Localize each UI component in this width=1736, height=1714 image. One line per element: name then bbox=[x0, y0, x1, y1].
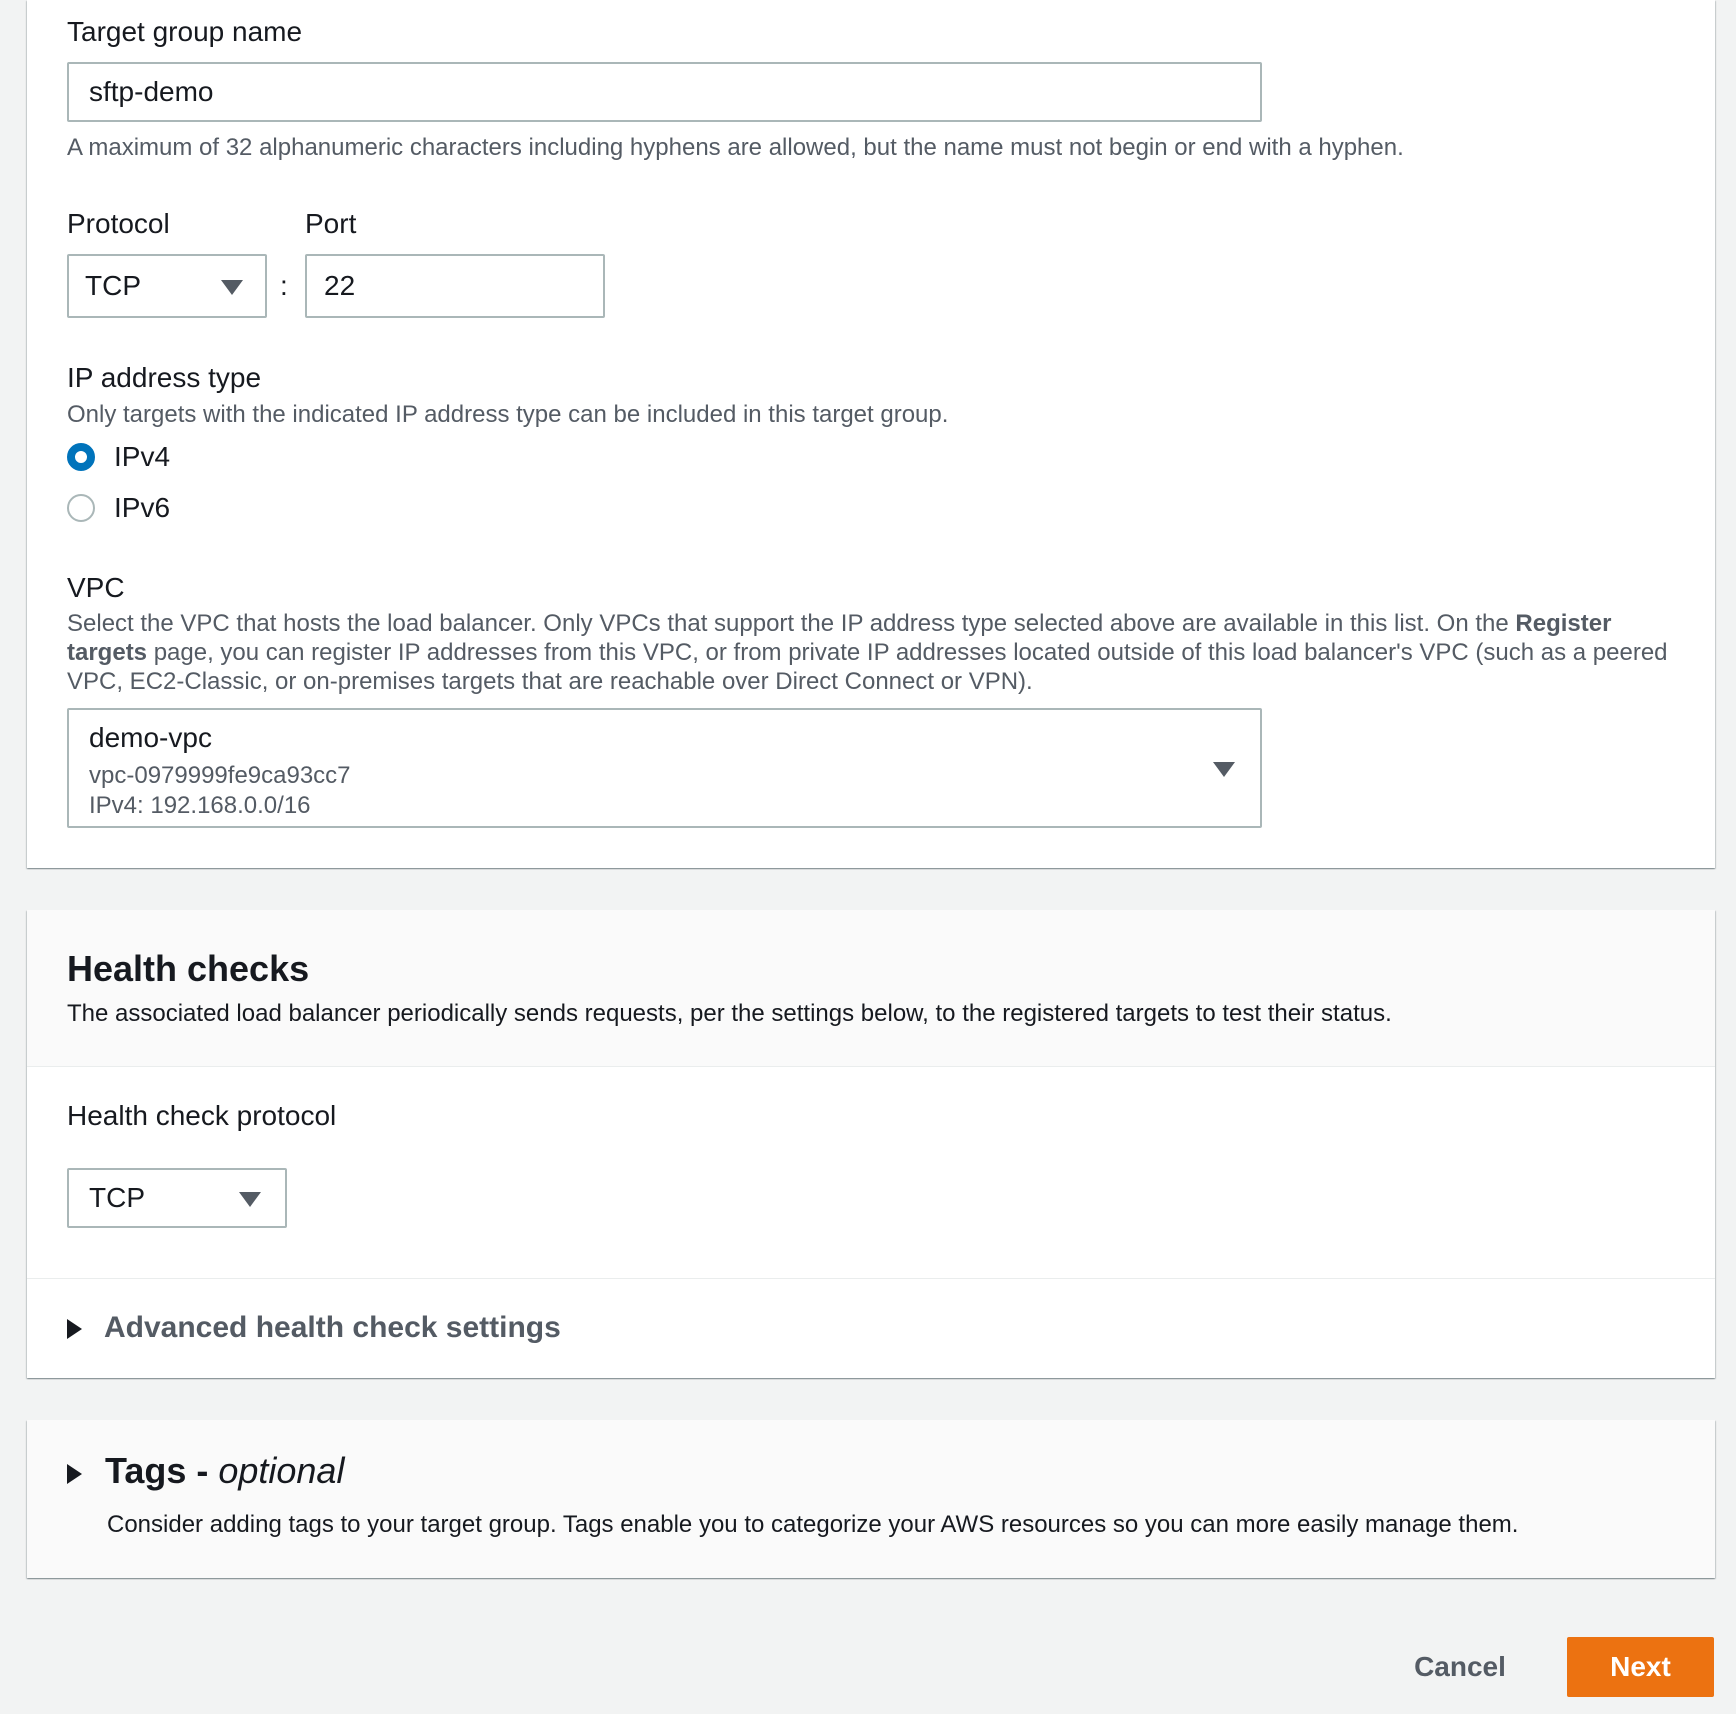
cancel-button[interactable]: Cancel bbox=[1395, 1637, 1525, 1697]
protocol-label: Protocol bbox=[67, 208, 170, 239]
target-group-name-value: sftp-demo bbox=[89, 76, 214, 107]
health-checks-panel bbox=[27, 910, 1715, 1378]
caret-down-icon bbox=[1213, 762, 1235, 777]
divider bbox=[27, 1278, 1715, 1279]
tags-title: Tags - optional bbox=[105, 1450, 345, 1491]
vpc-description-line-3: VPC, EC2-Classic, or on-premises targets that are reachable over Direct Connect or VPN). bbox=[67, 668, 1033, 695]
vpc-select-cidr: IPv4: 192.168.0.0/16 bbox=[89, 792, 311, 819]
ip-address-type-label: IP address type bbox=[67, 362, 262, 393]
tags-optional: optional bbox=[218, 1450, 345, 1491]
caret-down-icon bbox=[239, 1192, 261, 1207]
health-check-protocol-select[interactable] bbox=[67, 1168, 287, 1228]
target-group-name-label: Target group name bbox=[67, 16, 303, 47]
health-checks-description: The associated load balancer periodically sends requests, per the settings below, to the registered targets to test their status. bbox=[67, 1000, 1392, 1027]
ipv6-radio-option[interactable] bbox=[67, 494, 267, 528]
port-separator: : bbox=[280, 270, 288, 301]
protocol-select[interactable] bbox=[67, 254, 267, 318]
health-check-protocol-value: TCP bbox=[89, 1182, 145, 1213]
caret-right-icon bbox=[67, 1464, 82, 1484]
ip-address-type-hint: Only targets with the indicated IP address type can be included in this target group. bbox=[67, 401, 949, 428]
protocol-select-value: TCP bbox=[85, 270, 141, 301]
vpc-description-line-2: targets page, you can register IP addresses from this VPC, or from private IP addresses located outside of this load balancer's VPC (such as a peered bbox=[67, 639, 1668, 666]
health-checks-header bbox=[27, 910, 1715, 1067]
vpc-select-id: vpc-0979999fe9ca93cc7 bbox=[89, 762, 351, 789]
health-check-protocol-label: Health check protocol bbox=[67, 1100, 337, 1131]
ipv4-label: IPv4 bbox=[114, 441, 171, 472]
next-button[interactable]: Next bbox=[1567, 1637, 1714, 1697]
port-input[interactable] bbox=[305, 254, 605, 318]
advanced-health-check-label: Advanced health check settings bbox=[104, 1311, 561, 1344]
tags-toggle[interactable] bbox=[67, 1450, 387, 1500]
ipv4-radio-option[interactable] bbox=[67, 443, 267, 477]
ipv4-radio[interactable] bbox=[67, 443, 95, 471]
ipv6-radio[interactable] bbox=[67, 494, 95, 522]
port-input-value: 22 bbox=[324, 270, 356, 301]
vpc-select-name: demo-vpc bbox=[89, 722, 212, 753]
target-group-name-input[interactable] bbox=[67, 62, 1262, 122]
ipv6-label: IPv6 bbox=[114, 492, 171, 523]
target-group-name-hint: A maximum of 32 alphanumeric characters including hyphens are allowed, but the name must not begin or end with a hyphen. bbox=[67, 134, 1404, 161]
vpc-description-line-1: Select the VPC that hosts the load balancer. Only VPCs that support the IP address type selected above are available in this list. On the Register bbox=[67, 610, 1612, 637]
advanced-health-check-toggle[interactable] bbox=[67, 1305, 627, 1355]
tags-description: Consider adding tags to your target group. Tags enable you to categorize your AWS resources so you can more easily manage them. bbox=[107, 1511, 1519, 1538]
caret-down-icon bbox=[221, 280, 243, 295]
tags-panel bbox=[27, 1420, 1715, 1578]
vpc-select[interactable] bbox=[67, 708, 1262, 828]
health-checks-title: Health checks bbox=[67, 948, 310, 989]
caret-right-icon bbox=[67, 1319, 82, 1339]
port-label: Port bbox=[305, 208, 357, 239]
vpc-label: VPC bbox=[67, 572, 125, 603]
basic-configuration-panel bbox=[27, 0, 1715, 868]
